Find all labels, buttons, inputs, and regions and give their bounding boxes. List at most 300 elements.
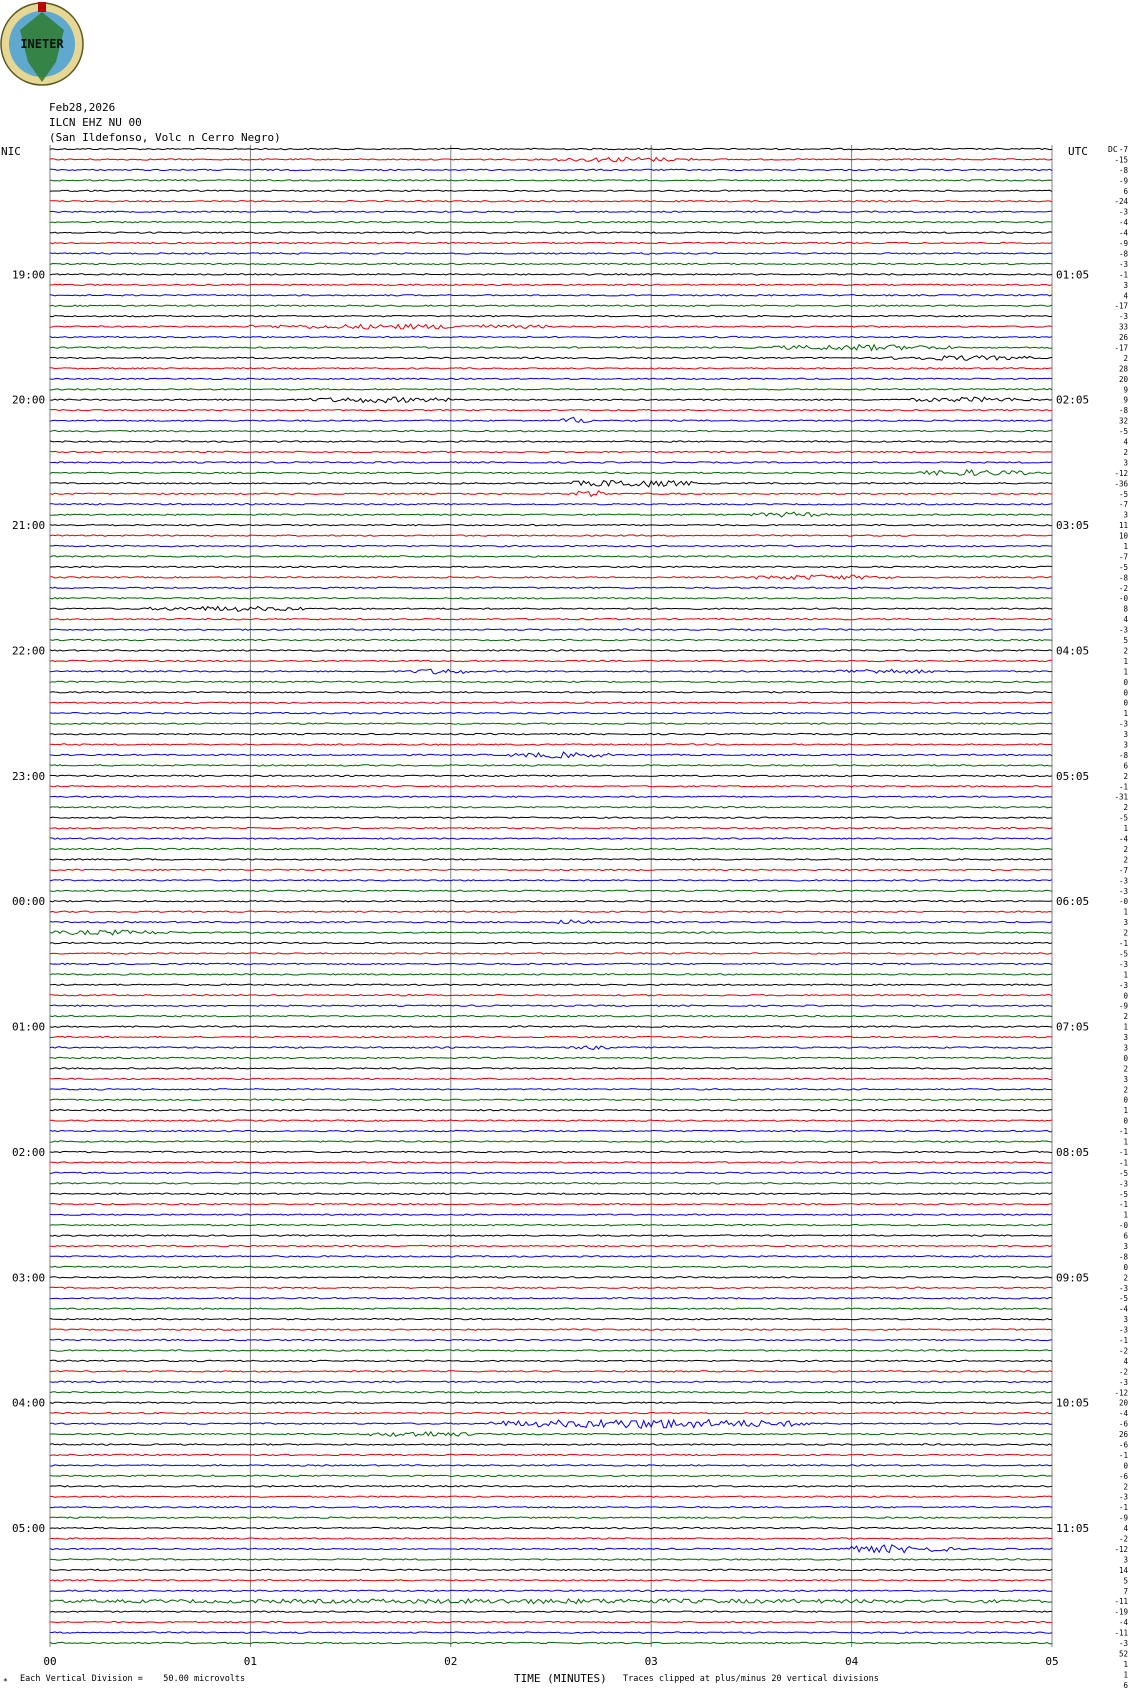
dc-offset-label: 3	[1123, 1555, 1128, 1565]
trace-132	[50, 1527, 1052, 1528]
trace-111	[50, 1308, 1052, 1309]
trace-54	[50, 713, 1052, 714]
trace-77	[50, 953, 1052, 954]
dc-offset-label: 2	[1123, 1012, 1128, 1022]
dc-offset-label: -2	[1118, 1534, 1128, 1544]
trace-31	[50, 470, 1052, 476]
dc-offset-label: -4	[1118, 218, 1128, 228]
dc-offset-label: 8	[1123, 604, 1128, 614]
trace-24	[50, 397, 1052, 403]
trace-76	[50, 942, 1052, 943]
left-hour-label: 22:00	[12, 644, 46, 658]
trace-67	[50, 848, 1052, 849]
trace-93	[50, 1120, 1052, 1121]
trace-47	[50, 639, 1052, 640]
trace-122	[50, 1420, 1052, 1429]
dc-offset-label: 1	[1123, 907, 1128, 917]
trace-106	[50, 1256, 1052, 1257]
dc-offset-label: 0	[1123, 1116, 1128, 1126]
left-hour-label: 02:00	[12, 1145, 46, 1159]
trace-32	[50, 481, 1052, 487]
trace-56	[50, 733, 1052, 734]
trace-70	[50, 880, 1052, 881]
left-hour-label: 20:00	[12, 393, 46, 407]
trace-20	[50, 356, 1052, 361]
dc-offset-label: 0	[1123, 1053, 1128, 1063]
dc-offset-label: -12	[1114, 1544, 1128, 1554]
dc-offset-label: -5	[1118, 562, 1128, 572]
dc-offset-label: -1	[1118, 939, 1128, 949]
trace-area	[50, 148, 1052, 1643]
clip-note: Traces clipped at plus/minus 20 vertical divisions	[623, 1674, 879, 1684]
dc-offset-label: -8	[1118, 1252, 1128, 1262]
dc-offset-label: 3	[1123, 458, 1128, 468]
left-hour-label: 05:00	[12, 1522, 46, 1536]
dc-offset-label: -9	[1118, 239, 1128, 249]
trace-123	[50, 1432, 1052, 1437]
dc-offset-label: -1	[1118, 1450, 1128, 1460]
trace-126	[50, 1465, 1052, 1466]
trace-113	[50, 1329, 1052, 1330]
dc-offset-label: -6	[1118, 1471, 1128, 1481]
dc-offset-label: -7	[1118, 552, 1128, 562]
dc-offset-label: 33	[1118, 322, 1128, 332]
trace-26	[50, 417, 1052, 422]
dc-offset-label: -1	[1118, 1336, 1128, 1346]
dc-offset-label: -6	[1118, 1419, 1128, 1429]
dc-offset-label: -3	[1118, 259, 1128, 269]
trace-38	[50, 545, 1052, 546]
dc-offset-label: -3	[1118, 719, 1128, 729]
dc-offset-label: -2	[1118, 583, 1128, 593]
left-hour-label: 00:00	[12, 895, 46, 909]
trace-1	[50, 157, 1052, 162]
dc-offset-label: 0	[1123, 991, 1128, 1001]
dc-offset-label: 26	[1118, 333, 1128, 343]
dc-offset-label: -19	[1114, 1607, 1128, 1617]
dc-offset-label: -5	[1118, 1294, 1128, 1304]
left-hour-label: 23:00	[12, 769, 46, 783]
dc-offset-label: 1	[1123, 1670, 1128, 1680]
logo-text: INETER	[20, 37, 64, 51]
dc-offset-label: -3	[1118, 1377, 1128, 1387]
dc-offset-label: 14	[1118, 1565, 1128, 1575]
trace-88	[50, 1068, 1052, 1069]
right-hour-labels	[1056, 268, 1089, 1535]
dc-offset-label: -3	[1118, 312, 1128, 322]
dc-offset-label: 0	[1123, 1461, 1128, 1471]
trace-80	[50, 984, 1052, 985]
dc-offset-labels	[1108, 145, 1128, 1689]
dc-offset-label: -7	[1118, 865, 1128, 875]
trace-120	[50, 1402, 1052, 1403]
dc-offset-label: -11	[1114, 1597, 1128, 1607]
dc-offset-label: 9	[1123, 385, 1128, 395]
dc-offset-label: -1	[1118, 1127, 1128, 1137]
trace-110	[50, 1298, 1052, 1299]
right-hour-label: 06:05	[1056, 895, 1090, 909]
dc-offset-label: -3	[1118, 959, 1128, 969]
dc-offset-label: 2	[1123, 803, 1128, 813]
trace-114	[50, 1339, 1052, 1340]
trace-13	[50, 284, 1052, 285]
dc-offset-label: -31	[1114, 792, 1128, 802]
dc-offset-label: 2	[1123, 928, 1128, 938]
trace-64	[50, 817, 1052, 818]
dc-offset-label: -2	[1118, 1367, 1128, 1377]
dc-offset-label: 1	[1123, 824, 1128, 834]
trace-12	[50, 274, 1052, 275]
left-hour-label: 03:00	[12, 1271, 46, 1285]
trace-90	[50, 1089, 1052, 1090]
dc-offset-label: 11	[1118, 521, 1128, 531]
trace-10	[50, 253, 1052, 254]
dc-offset-label: 0	[1123, 1262, 1128, 1272]
dc-offset-label: -3	[1118, 876, 1128, 886]
trace-40	[50, 566, 1052, 567]
x-tick-label: 02	[444, 1655, 458, 1668]
trace-8	[50, 232, 1052, 233]
trace-23	[50, 389, 1052, 390]
trace-44	[50, 607, 1052, 612]
dc-offset-label: -3	[1118, 1179, 1128, 1189]
trace-41	[50, 575, 1052, 579]
x-axis-label: TIME (MINUTES)	[514, 1672, 607, 1685]
dc-offset-label: -24	[1114, 197, 1128, 207]
trace-59	[50, 765, 1052, 766]
trace-81	[50, 995, 1052, 996]
dc-offset-label: 0	[1123, 688, 1128, 698]
dc-offset-label: 3	[1123, 1241, 1128, 1251]
trace-42	[50, 587, 1052, 588]
trace-61	[50, 786, 1052, 787]
dc-offset-label: 2	[1123, 447, 1128, 457]
dc-offset-label: -7	[1118, 500, 1128, 510]
trace-50	[50, 669, 1052, 674]
dc-offset-label: 4	[1123, 1356, 1128, 1366]
dc-offset-label: 1	[1123, 1106, 1128, 1116]
dc-offset-label: 6	[1123, 1231, 1128, 1241]
trace-46	[50, 629, 1052, 630]
dc-offset-label: 0	[1123, 677, 1128, 687]
trace-5	[50, 201, 1052, 202]
trace-22	[50, 378, 1052, 379]
dc-offset-label: -12	[1114, 1388, 1128, 1398]
trace-45	[50, 618, 1052, 619]
left-hour-label: 04:00	[12, 1396, 46, 1410]
trace-112	[50, 1318, 1052, 1319]
dc-offset-label: -8	[1118, 165, 1128, 175]
trace-84	[50, 1026, 1052, 1027]
left-hour-label: 01:00	[12, 1020, 46, 1034]
x-tick-labels	[43, 1655, 1058, 1668]
dc-offset-label: -8	[1118, 750, 1128, 760]
trace-101	[50, 1204, 1052, 1205]
dc-offset-label: -3	[1118, 1639, 1128, 1648]
right-hour-label: 02:05	[1056, 393, 1090, 407]
trace-142	[50, 1632, 1052, 1633]
dc-offset-label: 1	[1123, 1210, 1128, 1220]
trace-139	[50, 1599, 1052, 1604]
dc-offset-label: 3	[1123, 1074, 1128, 1084]
dc-offset-label: -9	[1118, 1001, 1128, 1011]
trace-35	[50, 512, 1052, 517]
trace-36	[50, 524, 1052, 525]
left-hour-labels	[12, 268, 45, 1535]
dc-offset-label: -11	[1114, 1628, 1128, 1638]
dc-offset-label: 4	[1123, 437, 1128, 447]
dc-offset-label: -4	[1118, 1304, 1128, 1314]
dc-offset-label: 3	[1123, 1033, 1128, 1043]
trace-99	[50, 1183, 1052, 1184]
trace-105	[50, 1245, 1052, 1246]
dc-offset-label: -8	[1118, 249, 1128, 259]
trace-73	[50, 911, 1052, 912]
dc-offset-label: -3	[1118, 625, 1128, 635]
x-tick-label: 01	[243, 1655, 258, 1668]
x-tick-label: 04	[844, 1655, 859, 1668]
dc-offset-label: 2	[1123, 1064, 1128, 1074]
trace-104	[50, 1235, 1052, 1236]
trace-49	[50, 660, 1052, 661]
trace-74	[50, 920, 1052, 924]
trace-63	[50, 807, 1052, 808]
dc-offset-label: 9	[1123, 395, 1128, 405]
dc-offset-label: 2	[1123, 855, 1128, 865]
dc-offset-label: 6	[1123, 186, 1128, 196]
dc-offset-label: 0	[1123, 1095, 1128, 1105]
dc-offset-label: -3	[1118, 1325, 1128, 1335]
dc-offset-label: -5	[1118, 489, 1128, 499]
dc-offset-label: -4	[1118, 228, 1128, 238]
trace-53	[50, 702, 1052, 703]
trace-75	[50, 930, 1052, 935]
trace-103	[50, 1224, 1052, 1225]
dc-offset-label: -1	[1118, 782, 1128, 792]
trace-78	[50, 963, 1052, 964]
trace-28	[50, 441, 1052, 442]
dc-offset-label: 2	[1123, 1273, 1128, 1283]
trace-48	[50, 650, 1052, 651]
trace-141	[50, 1621, 1052, 1622]
trace-52	[50, 692, 1052, 693]
station-label: ILCN EHZ NU 00	[49, 116, 142, 129]
dc-offset-label: 4	[1123, 1524, 1128, 1534]
trace-135	[50, 1559, 1052, 1560]
right-timezone-label: UTC	[1068, 145, 1088, 158]
trace-18	[50, 336, 1052, 337]
dc-offset-label: 4	[1123, 291, 1128, 301]
trace-138	[50, 1590, 1052, 1591]
dc-offset-label: 10	[1118, 531, 1128, 541]
trace-128	[50, 1486, 1052, 1487]
trace-107	[50, 1266, 1052, 1267]
dc-offset-label: 20	[1118, 1398, 1128, 1408]
right-hour-label: 03:05	[1056, 519, 1090, 533]
dc-offset-label: -17	[1114, 343, 1128, 353]
dc-offset-label: 1	[1123, 1022, 1128, 1032]
trace-130	[50, 1507, 1052, 1508]
dc-offset-label: -6	[1118, 1440, 1128, 1450]
dc-offset-label: -1	[1118, 1158, 1128, 1168]
dc-offset-label: 28	[1118, 364, 1128, 374]
right-hour-label: 05:05	[1056, 769, 1090, 783]
trace-116	[50, 1360, 1052, 1361]
right-hour-label: 04:05	[1056, 644, 1090, 658]
trace-115	[50, 1350, 1052, 1351]
trace-134	[50, 1545, 1052, 1553]
left-hour-label: 21:00	[12, 519, 46, 533]
dc-offset-label: -5	[1118, 1189, 1128, 1199]
trace-137	[50, 1580, 1052, 1581]
logo	[1, 2, 83, 85]
trace-4	[50, 190, 1052, 191]
trace-89	[50, 1078, 1052, 1079]
dc-offset-label: 3	[1123, 280, 1128, 290]
trace-87	[50, 1057, 1052, 1058]
trace-108	[50, 1277, 1052, 1278]
dc-offset-label: 1	[1123, 1137, 1128, 1147]
dc-offset-label: 1	[1123, 667, 1128, 677]
right-hour-label: 09:05	[1056, 1271, 1090, 1285]
right-hour-label: 01:05	[1056, 268, 1090, 282]
dc-offset-label: -0	[1118, 1221, 1128, 1231]
trace-9	[50, 242, 1052, 243]
trace-131	[50, 1517, 1052, 1518]
trace-65	[50, 827, 1052, 828]
trace-6	[50, 211, 1052, 212]
dc-offset-label: -36	[1114, 479, 1128, 489]
right-hour-label: 08:05	[1056, 1145, 1090, 1159]
dc-offset-label: -1	[1118, 1200, 1128, 1210]
dc-offset-label: 3	[1123, 730, 1128, 740]
scale-note: Each Vertical Division = 50.00 microvolts	[20, 1674, 246, 1684]
trace-125	[50, 1454, 1052, 1455]
trace-0	[50, 148, 1052, 149]
dc-offset-label: 1	[1123, 1659, 1128, 1669]
right-hour-label: 07:05	[1056, 1020, 1090, 1034]
trace-43	[50, 598, 1052, 599]
dc-offset-label: 2	[1123, 1482, 1128, 1492]
dc-offset-label: 26	[1118, 1430, 1128, 1440]
trace-69	[50, 869, 1052, 870]
trace-72	[50, 901, 1052, 902]
dc-offset-label: 3	[1123, 1315, 1128, 1325]
trace-124	[50, 1444, 1052, 1445]
dc-offset-label: 52	[1118, 1649, 1128, 1659]
trace-62	[50, 796, 1052, 797]
dc-offset-label: 6	[1123, 761, 1128, 771]
dc-offset-label: -4	[1118, 834, 1128, 844]
trace-100	[50, 1193, 1052, 1194]
trace-119	[50, 1392, 1052, 1393]
trace-55	[50, 723, 1052, 724]
dc-offset-label: -3	[1118, 980, 1128, 990]
dc-offset-label: -7	[1118, 145, 1128, 154]
dc-offset-label: 2	[1123, 353, 1128, 363]
trace-29	[50, 451, 1052, 452]
dc-offset-label: -5	[1118, 813, 1128, 823]
dc-offset-label: -3	[1118, 1492, 1128, 1502]
dc-offset-label: 3	[1123, 740, 1128, 750]
left-hour-label: 19:00	[12, 268, 46, 282]
trace-102	[50, 1214, 1052, 1215]
trace-37	[50, 535, 1052, 536]
trace-94	[50, 1130, 1052, 1131]
trace-58	[50, 752, 1052, 758]
dc-offset-label: -2	[1118, 1346, 1128, 1356]
dc-offset-label: 2	[1123, 1085, 1128, 1095]
dc-offset-label: -17	[1114, 301, 1128, 311]
dc-offset-label: -5	[1118, 1168, 1128, 1178]
dc-offset-label: 0	[1123, 698, 1128, 708]
dc-offset-label: 3	[1123, 918, 1128, 928]
corner-mark: *	[3, 1677, 8, 1686]
trace-51	[50, 681, 1052, 682]
trace-98	[50, 1172, 1052, 1173]
trace-92	[50, 1110, 1052, 1111]
trace-17	[50, 324, 1052, 329]
dc-offset-label: -0	[1118, 594, 1128, 604]
dc-offset-label: 6	[1123, 1680, 1128, 1689]
trace-15	[50, 305, 1052, 306]
trace-7	[50, 221, 1052, 222]
dc-offset-label: -1	[1118, 1503, 1128, 1513]
dc-offset-label: -9	[1118, 176, 1128, 186]
trace-85	[50, 1036, 1052, 1037]
trace-30	[50, 462, 1052, 463]
trace-140	[50, 1611, 1052, 1612]
dc-offset-label: 2	[1123, 771, 1128, 781]
trace-109	[50, 1287, 1052, 1288]
trace-68	[50, 859, 1052, 860]
dc-offset-label: -0	[1118, 897, 1128, 907]
trace-136	[50, 1569, 1052, 1570]
trace-133	[50, 1538, 1052, 1539]
dc-offset-label: 3	[1123, 510, 1128, 520]
trace-79	[50, 974, 1052, 975]
trace-11	[50, 263, 1052, 264]
trace-60	[50, 775, 1052, 776]
right-hour-label: 11:05	[1056, 1522, 1090, 1536]
x-tick-label: 00	[43, 1655, 57, 1668]
dc-offset-label: 5	[1123, 636, 1128, 646]
trace-82	[50, 1005, 1052, 1006]
trace-14	[50, 295, 1052, 296]
dc-offset-label: -15	[1114, 155, 1128, 165]
dc-offset-label: -1	[1118, 270, 1128, 280]
date-label: Feb28,2026	[49, 101, 116, 114]
dc-offset-label: -3	[1118, 207, 1128, 217]
dc-offset-label: 2	[1123, 646, 1128, 656]
logo-flag	[38, 2, 46, 12]
trace-118	[50, 1381, 1052, 1382]
trace-97	[50, 1162, 1052, 1163]
dc-offset-label: -1	[1118, 1147, 1128, 1157]
dc-offset-label: 1	[1123, 542, 1128, 552]
location-label: (San Ildefonso, Volc n Cerro Negro)	[49, 131, 281, 144]
trace-2	[50, 169, 1052, 170]
trace-83	[50, 1016, 1052, 1017]
trace-129	[50, 1496, 1052, 1497]
dc-offset-label: 32	[1118, 416, 1128, 426]
trace-95	[50, 1141, 1052, 1142]
trace-19	[50, 345, 1052, 351]
trace-27	[50, 430, 1052, 431]
trace-39	[50, 556, 1052, 557]
trace-121	[50, 1413, 1052, 1414]
trace-91	[50, 1099, 1052, 1100]
